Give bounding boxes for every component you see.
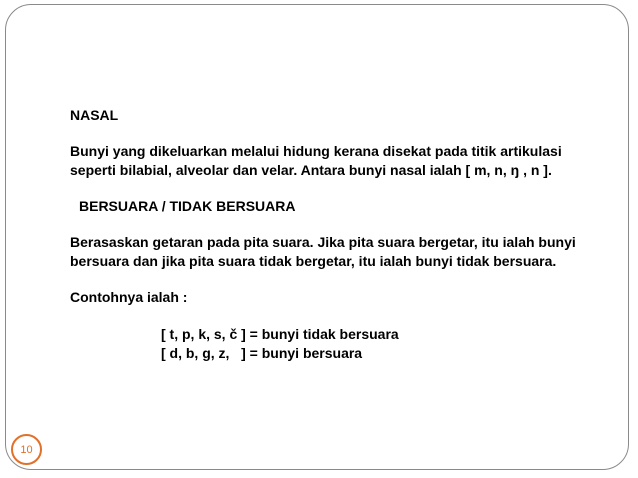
- slide-number: 10: [20, 443, 33, 456]
- voice-heading: BERSUARA / TIDAK BERSUARA: [79, 198, 296, 214]
- slide-content: [70, 106, 610, 363]
- voice-paragraph: Berasaskan getaran pada pita suara. Jika pita suara bergetar, itu ialah bunyi bersuara dan jika pita suara tidak bergetar, itu ialah bunyi tidak bersuara.: [70, 234, 576, 269]
- slide-number-badge: [11, 434, 42, 465]
- example-voiced: [ d, b, g, z, ] = bunyi bersuara: [161, 345, 363, 361]
- nasal-paragraph: Bunyi yang dikeluarkan melalui hidung kerana disekat pada titik artikulasi seperti bilabial, alveolar dan velar. Antara bunyi nasal ialah [ m, n, ŋ , n ].: [70, 143, 562, 178]
- example-voiceless: [ t, p, k, s, č ] = bunyi tidak bersuara: [161, 326, 399, 342]
- nasal-heading: NASAL: [70, 107, 119, 123]
- example-intro: Contohnya ialah :: [70, 289, 188, 305]
